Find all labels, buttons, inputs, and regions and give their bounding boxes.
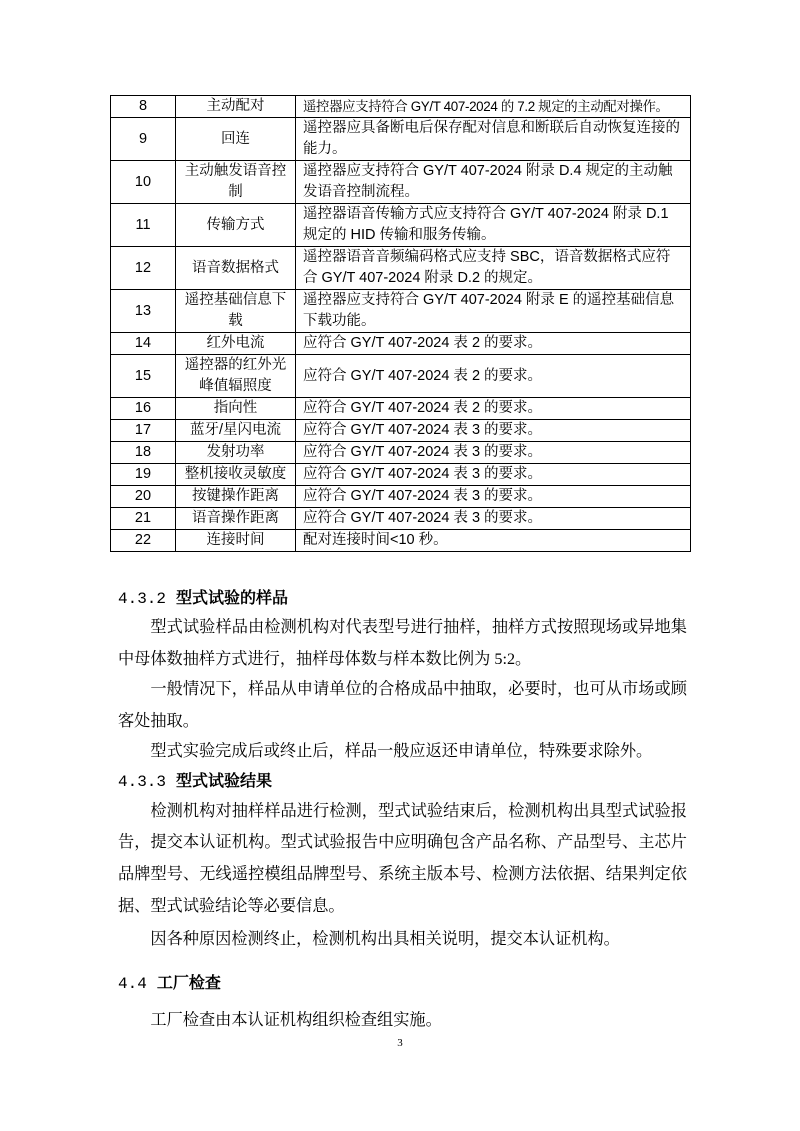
section-number: 4.3.2 bbox=[118, 590, 167, 608]
requirement-cell: 应符合 GY/T 407-2024 表 2 的要求。 bbox=[296, 355, 691, 398]
row-number-cell: 17 bbox=[111, 420, 176, 442]
item-cell: 按键操作距离 bbox=[176, 486, 296, 508]
row-number-cell: 22 bbox=[111, 530, 176, 552]
section-heading-4-3-2 bbox=[118, 583, 687, 613]
item-cell: 语音操作距离 bbox=[176, 508, 296, 530]
paragraph: 一般情况下，样品从申请单位的合格成品中抽取，必要时，也可从市场或顾客处抽取。 bbox=[118, 680, 687, 731]
table-row bbox=[111, 530, 691, 552]
requirements-table bbox=[110, 95, 691, 552]
row-number-cell: 21 bbox=[111, 508, 176, 530]
section-number: 4.3.3 bbox=[118, 772, 167, 791]
table-row bbox=[111, 508, 691, 530]
section-title: 工厂检查 bbox=[156, 975, 221, 993]
item-cell: 回连 bbox=[176, 118, 296, 161]
row-number-cell: 10 bbox=[111, 161, 176, 204]
paragraph: 型式试验样品由检测机构对代表型号进行抽样，抽样方式按照现场或异地集中母体数抽样方式进行，抽样母体数与样本数比例为 5:2。 bbox=[118, 618, 687, 668]
requirement-cell: 遥控器语音音频编码格式应支持 SBC，语音数据格式应符合 GY/T 407-2024 附录 D.2 的规定。 bbox=[296, 247, 691, 290]
item-cell: 发射功率 bbox=[176, 442, 296, 464]
paragraph: 因各种原因检测终止，检测机构出具相关说明，提交本认证机构。 bbox=[150, 930, 620, 949]
item-cell: 红外电流 bbox=[176, 333, 296, 355]
table-row bbox=[111, 96, 691, 118]
table-row bbox=[111, 420, 691, 442]
section-heading-4-4 bbox=[118, 968, 687, 998]
requirement-cell: 配对连接时间<10 秒。 bbox=[296, 530, 691, 552]
requirement-cell: 遥控器应支持符合 GY/T 407-2024 的 7.2 规定的主动配对操作。 bbox=[296, 96, 691, 118]
row-number-cell: 11 bbox=[111, 204, 176, 247]
item-cell: 遥控器的红外光峰值辐照度 bbox=[176, 355, 296, 398]
body-text bbox=[118, 583, 687, 1037]
page-number: 3 bbox=[397, 1037, 403, 1049]
requirement-cell: 遥控器应具备断电后保存配对信息和断联后自动恢复连接的能力。 bbox=[296, 118, 691, 161]
row-number-cell: 14 bbox=[111, 333, 176, 355]
table-row bbox=[111, 290, 691, 333]
requirement-cell: 遥控器应支持符合 GY/T 407-2024 附录 E 的遥控基础信息下载功能。 bbox=[296, 290, 691, 333]
item-cell: 语音数据格式 bbox=[176, 247, 296, 290]
paragraph: 检测机构对抽样样品进行检测，型式试验结束后，检测机构出具型式试验报告，提交本认证机构。型式试验报告中应明确包含产品名称、产品型号、主芯片品牌型号、无线遥控模组品牌型号、系统主版本号、检测方法依据、结果判定依据、型式试验结论等必要信息。 bbox=[118, 801, 687, 915]
item-cell: 主动触发语音控制 bbox=[176, 161, 296, 204]
table-row bbox=[111, 247, 691, 290]
requirement-cell: 应符合 GY/T 407-2024 表 3 的要求。 bbox=[296, 442, 691, 464]
row-number-cell: 20 bbox=[111, 486, 176, 508]
item-cell: 指向性 bbox=[176, 398, 296, 420]
section-title: 型式试验的样品 bbox=[176, 590, 289, 607]
table-row bbox=[111, 118, 691, 161]
row-number-cell: 13 bbox=[111, 290, 176, 333]
section-number: 4.4 bbox=[118, 975, 147, 994]
requirement-cell: 应符合 GY/T 407-2024 表 2 的要求。 bbox=[296, 398, 691, 420]
row-number-cell: 19 bbox=[111, 464, 176, 486]
item-cell: 传输方式 bbox=[176, 204, 296, 247]
row-number-cell: 16 bbox=[111, 398, 176, 420]
item-cell: 连接时间 bbox=[176, 530, 296, 552]
table-row bbox=[111, 442, 691, 464]
table-row bbox=[111, 204, 691, 247]
item-cell: 主动配对 bbox=[176, 96, 296, 118]
row-number-cell: 9 bbox=[111, 118, 176, 161]
requirement-cell: 遥控器应支持符合 GY/T 407-2024 附录 D.4 规定的主动触发语音控制流程。 bbox=[296, 161, 691, 204]
table-row bbox=[111, 161, 691, 204]
requirement-cell: 遥控器语音传输方式应支持符合 GY/T 407-2024 附录 D.1 规定的 HID 传输和服务传输。 bbox=[296, 204, 691, 247]
requirement-cell: 应符合 GY/T 407-2024 表 3 的要求。 bbox=[296, 420, 691, 442]
paragraph: 工厂检查由本认证机构组织检查组实施。 bbox=[150, 1011, 442, 1030]
section-title: 型式试验结果 bbox=[176, 772, 273, 790]
table-row bbox=[111, 333, 691, 355]
table-row bbox=[111, 464, 691, 486]
paragraph: 型式实验完成后或终止后，样品一般应返还申请单位，特殊要求除外。 bbox=[150, 741, 653, 760]
requirement-cell: 应符合 GY/T 407-2024 表 2 的要求。 bbox=[296, 333, 691, 355]
row-number-cell: 18 bbox=[111, 442, 176, 464]
row-number-cell: 8 bbox=[111, 96, 176, 118]
requirement-cell: 应符合 GY/T 407-2024 表 3 的要求。 bbox=[296, 486, 691, 508]
requirement-cell: 应符合 GY/T 407-2024 表 3 的要求。 bbox=[296, 464, 691, 486]
item-cell: 遥控基础信息下载 bbox=[176, 290, 296, 333]
item-cell: 蓝牙/星闪电流 bbox=[176, 420, 296, 442]
requirement-cell: 应符合 GY/T 407-2024 表 3 的要求。 bbox=[296, 508, 691, 530]
row-number-cell: 15 bbox=[111, 355, 176, 398]
item-cell: 整机接收灵敏度 bbox=[176, 464, 296, 486]
section-heading-4-3-3 bbox=[118, 766, 687, 796]
table-row bbox=[111, 486, 691, 508]
table-row bbox=[111, 355, 691, 398]
row-number-cell: 12 bbox=[111, 247, 176, 290]
table-row bbox=[111, 398, 691, 420]
